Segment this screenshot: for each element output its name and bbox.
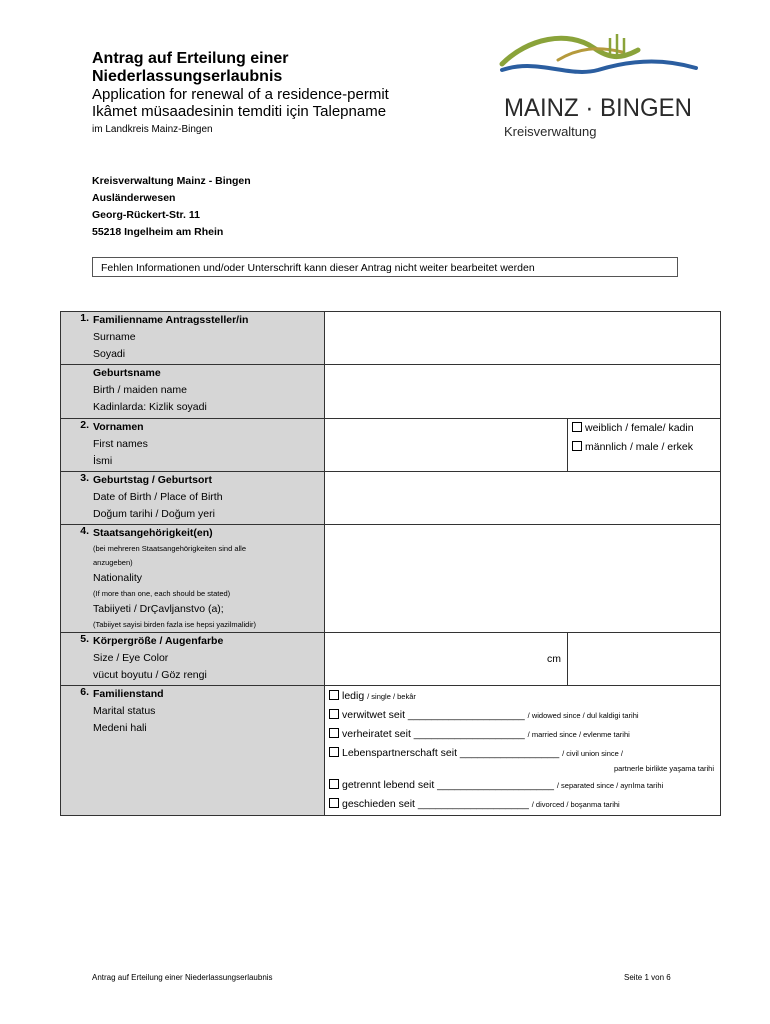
label-surname bbox=[61, 312, 325, 365]
label-de: Geburtstag / Geburtsort bbox=[93, 474, 213, 486]
label-de: Staatsangehörigkeit(en) bbox=[93, 527, 213, 539]
section-number: 6. bbox=[80, 686, 89, 698]
option-label: geschieden seit ___________________ bbox=[342, 798, 529, 810]
option-note: / married since / evlenme tarihi bbox=[527, 730, 630, 739]
logo-blue-wave bbox=[502, 62, 696, 72]
option-label: verheiratet seit ___________________ bbox=[342, 728, 525, 740]
notice-box: Fehlen Informationen und/oder Unterschrift kann dieser Antrag nicht weiter bearbeitet werden bbox=[92, 257, 678, 277]
marital-status-options bbox=[325, 686, 721, 816]
label-tr: Doğum tarihi / Doğum yeri bbox=[93, 508, 215, 520]
section-number: 2. bbox=[80, 419, 89, 431]
checkbox-single[interactable] bbox=[329, 690, 339, 700]
checkbox-divorced[interactable] bbox=[329, 798, 339, 808]
label-first-names bbox=[61, 419, 325, 472]
label-de: Vornamen bbox=[93, 421, 144, 433]
label-de-note: (bei mehreren Staatsangehörigkeiten sind alle bbox=[93, 544, 247, 553]
section-number: 5. bbox=[80, 633, 89, 645]
option-note: / divorced / boşanma tarihi bbox=[531, 800, 620, 809]
checkbox-widowed[interactable] bbox=[329, 709, 339, 719]
section-number: 1. bbox=[80, 312, 89, 324]
label-en-note: (If more than one, each should be stated) bbox=[93, 589, 231, 598]
form-subtitle: im Landkreis Mainz-Bingen bbox=[92, 124, 213, 135]
option-label: ledig bbox=[342, 690, 365, 702]
marital-option-married[interactable] bbox=[325, 725, 720, 744]
surname-input[interactable] bbox=[325, 312, 721, 365]
marital-option-divorced[interactable] bbox=[325, 795, 720, 814]
gender-male-label: männlich / male / erkek bbox=[585, 441, 693, 453]
label-tr: Medeni hali bbox=[93, 722, 147, 734]
label-en: Marital status bbox=[93, 705, 156, 717]
label-nationality bbox=[61, 525, 325, 633]
option-note: / civil union since / bbox=[562, 749, 623, 758]
nationality-input[interactable] bbox=[325, 525, 721, 633]
gender-options bbox=[568, 419, 721, 472]
label-tr: vücut boyutu / Göz rengi bbox=[93, 669, 207, 681]
label-en: Size / Eye Color bbox=[93, 652, 169, 664]
label-de: Körpergröße / Augenfarbe bbox=[93, 635, 224, 647]
label-en: First names bbox=[93, 438, 148, 450]
marital-option-separated[interactable] bbox=[325, 776, 720, 795]
birth-name-input[interactable] bbox=[325, 365, 721, 419]
gender-male-option[interactable] bbox=[568, 438, 720, 457]
label-birth-name bbox=[61, 365, 325, 419]
label-en: Date of Birth / Place of Birth bbox=[93, 491, 223, 503]
address-line-2: Ausländerwesen bbox=[92, 192, 176, 204]
size-input[interactable] bbox=[325, 633, 568, 686]
authority-address bbox=[92, 173, 251, 241]
label-de: Geburtsname bbox=[93, 367, 161, 379]
label-de-note: anzugeben) bbox=[93, 558, 133, 567]
marital-option-civil-union[interactable] bbox=[325, 744, 720, 761]
checkbox-married[interactable] bbox=[329, 728, 339, 738]
address-line-4: 55218 Ingelheim am Rhein bbox=[92, 226, 224, 238]
label-size-eye-color bbox=[61, 633, 325, 686]
form-title bbox=[92, 50, 392, 86]
option-note-line2: partnerle birlikte yaşama tarihi bbox=[613, 764, 714, 773]
label-marital-status bbox=[61, 686, 325, 816]
marital-option-widowed[interactable] bbox=[325, 706, 720, 725]
marital-option-single[interactable] bbox=[325, 687, 720, 706]
label-de: Familienname Antragssteller/in bbox=[93, 314, 249, 326]
logo-subtext: Kreisverwaltung bbox=[504, 124, 597, 139]
checkbox-female[interactable] bbox=[572, 422, 582, 432]
option-label: getrennt lebend seit ____________________ bbox=[342, 779, 554, 791]
gender-female-option[interactable] bbox=[568, 419, 720, 438]
option-label: Lebenspartnerschaft seit _________________ bbox=[342, 747, 560, 759]
label-de: Familienstand bbox=[93, 688, 164, 700]
section-number: 4. bbox=[80, 525, 89, 537]
label-tr: İsmi bbox=[93, 455, 113, 467]
application-form-table bbox=[60, 311, 721, 816]
label-en: Birth / maiden name bbox=[93, 384, 187, 396]
option-note: / separated since / ayrılma tarihi bbox=[556, 781, 664, 790]
option-note: / widowed since / dul kaldigi tarihi bbox=[527, 711, 639, 720]
address-line-1: Kreisverwaltung Mainz - Bingen bbox=[92, 175, 251, 187]
label-tr: Soyadi bbox=[93, 348, 126, 360]
label-tr: Tabiiyeti / DrÇavljanstvo (a); bbox=[93, 603, 224, 615]
checkbox-civil-union[interactable] bbox=[329, 747, 339, 757]
form-title-line2: Niederlassungserlaubnis bbox=[92, 68, 283, 85]
mainz-bingen-logo bbox=[498, 30, 702, 142]
form-title-turkish: Ikâmet müsaadesinin temditi için Talepname bbox=[92, 103, 387, 120]
checkbox-male[interactable] bbox=[572, 441, 582, 451]
logo-name: MAINZ · BINGEN bbox=[504, 94, 692, 122]
size-unit: cm bbox=[547, 652, 561, 665]
option-note: / single / bekâr bbox=[367, 692, 416, 701]
option-label: verwitwet seit ____________________ bbox=[342, 709, 525, 721]
label-tr: Kadinlarda: Kizlik soyadi bbox=[93, 401, 207, 413]
form-title-english: Application for renewal of a residence-permit bbox=[92, 86, 389, 103]
gender-female-label: weiblich / female/ kadin bbox=[585, 422, 694, 434]
first-names-input[interactable] bbox=[325, 419, 568, 472]
footer-title: Antrag auf Erteilung einer Niederlassungserlaubnis bbox=[92, 973, 273, 982]
label-date-place-of-birth bbox=[61, 472, 325, 525]
address-line-3: Georg-Rückert-Str. 11 bbox=[92, 209, 200, 221]
label-tr-note: (Tabiiyet sayisi birden fazla ise hepsi yazilmalidir) bbox=[93, 620, 256, 629]
label-en: Surname bbox=[93, 331, 136, 343]
label-en: Nationality bbox=[93, 572, 143, 584]
checkbox-separated[interactable] bbox=[329, 779, 339, 789]
date-place-of-birth-input[interactable] bbox=[325, 472, 721, 525]
section-number: 3. bbox=[80, 472, 89, 484]
form-title-line1: Antrag auf Erteilung einer bbox=[92, 50, 289, 67]
eye-color-input[interactable] bbox=[568, 633, 721, 686]
page-number: Seite 1 von 6 bbox=[624, 973, 671, 982]
